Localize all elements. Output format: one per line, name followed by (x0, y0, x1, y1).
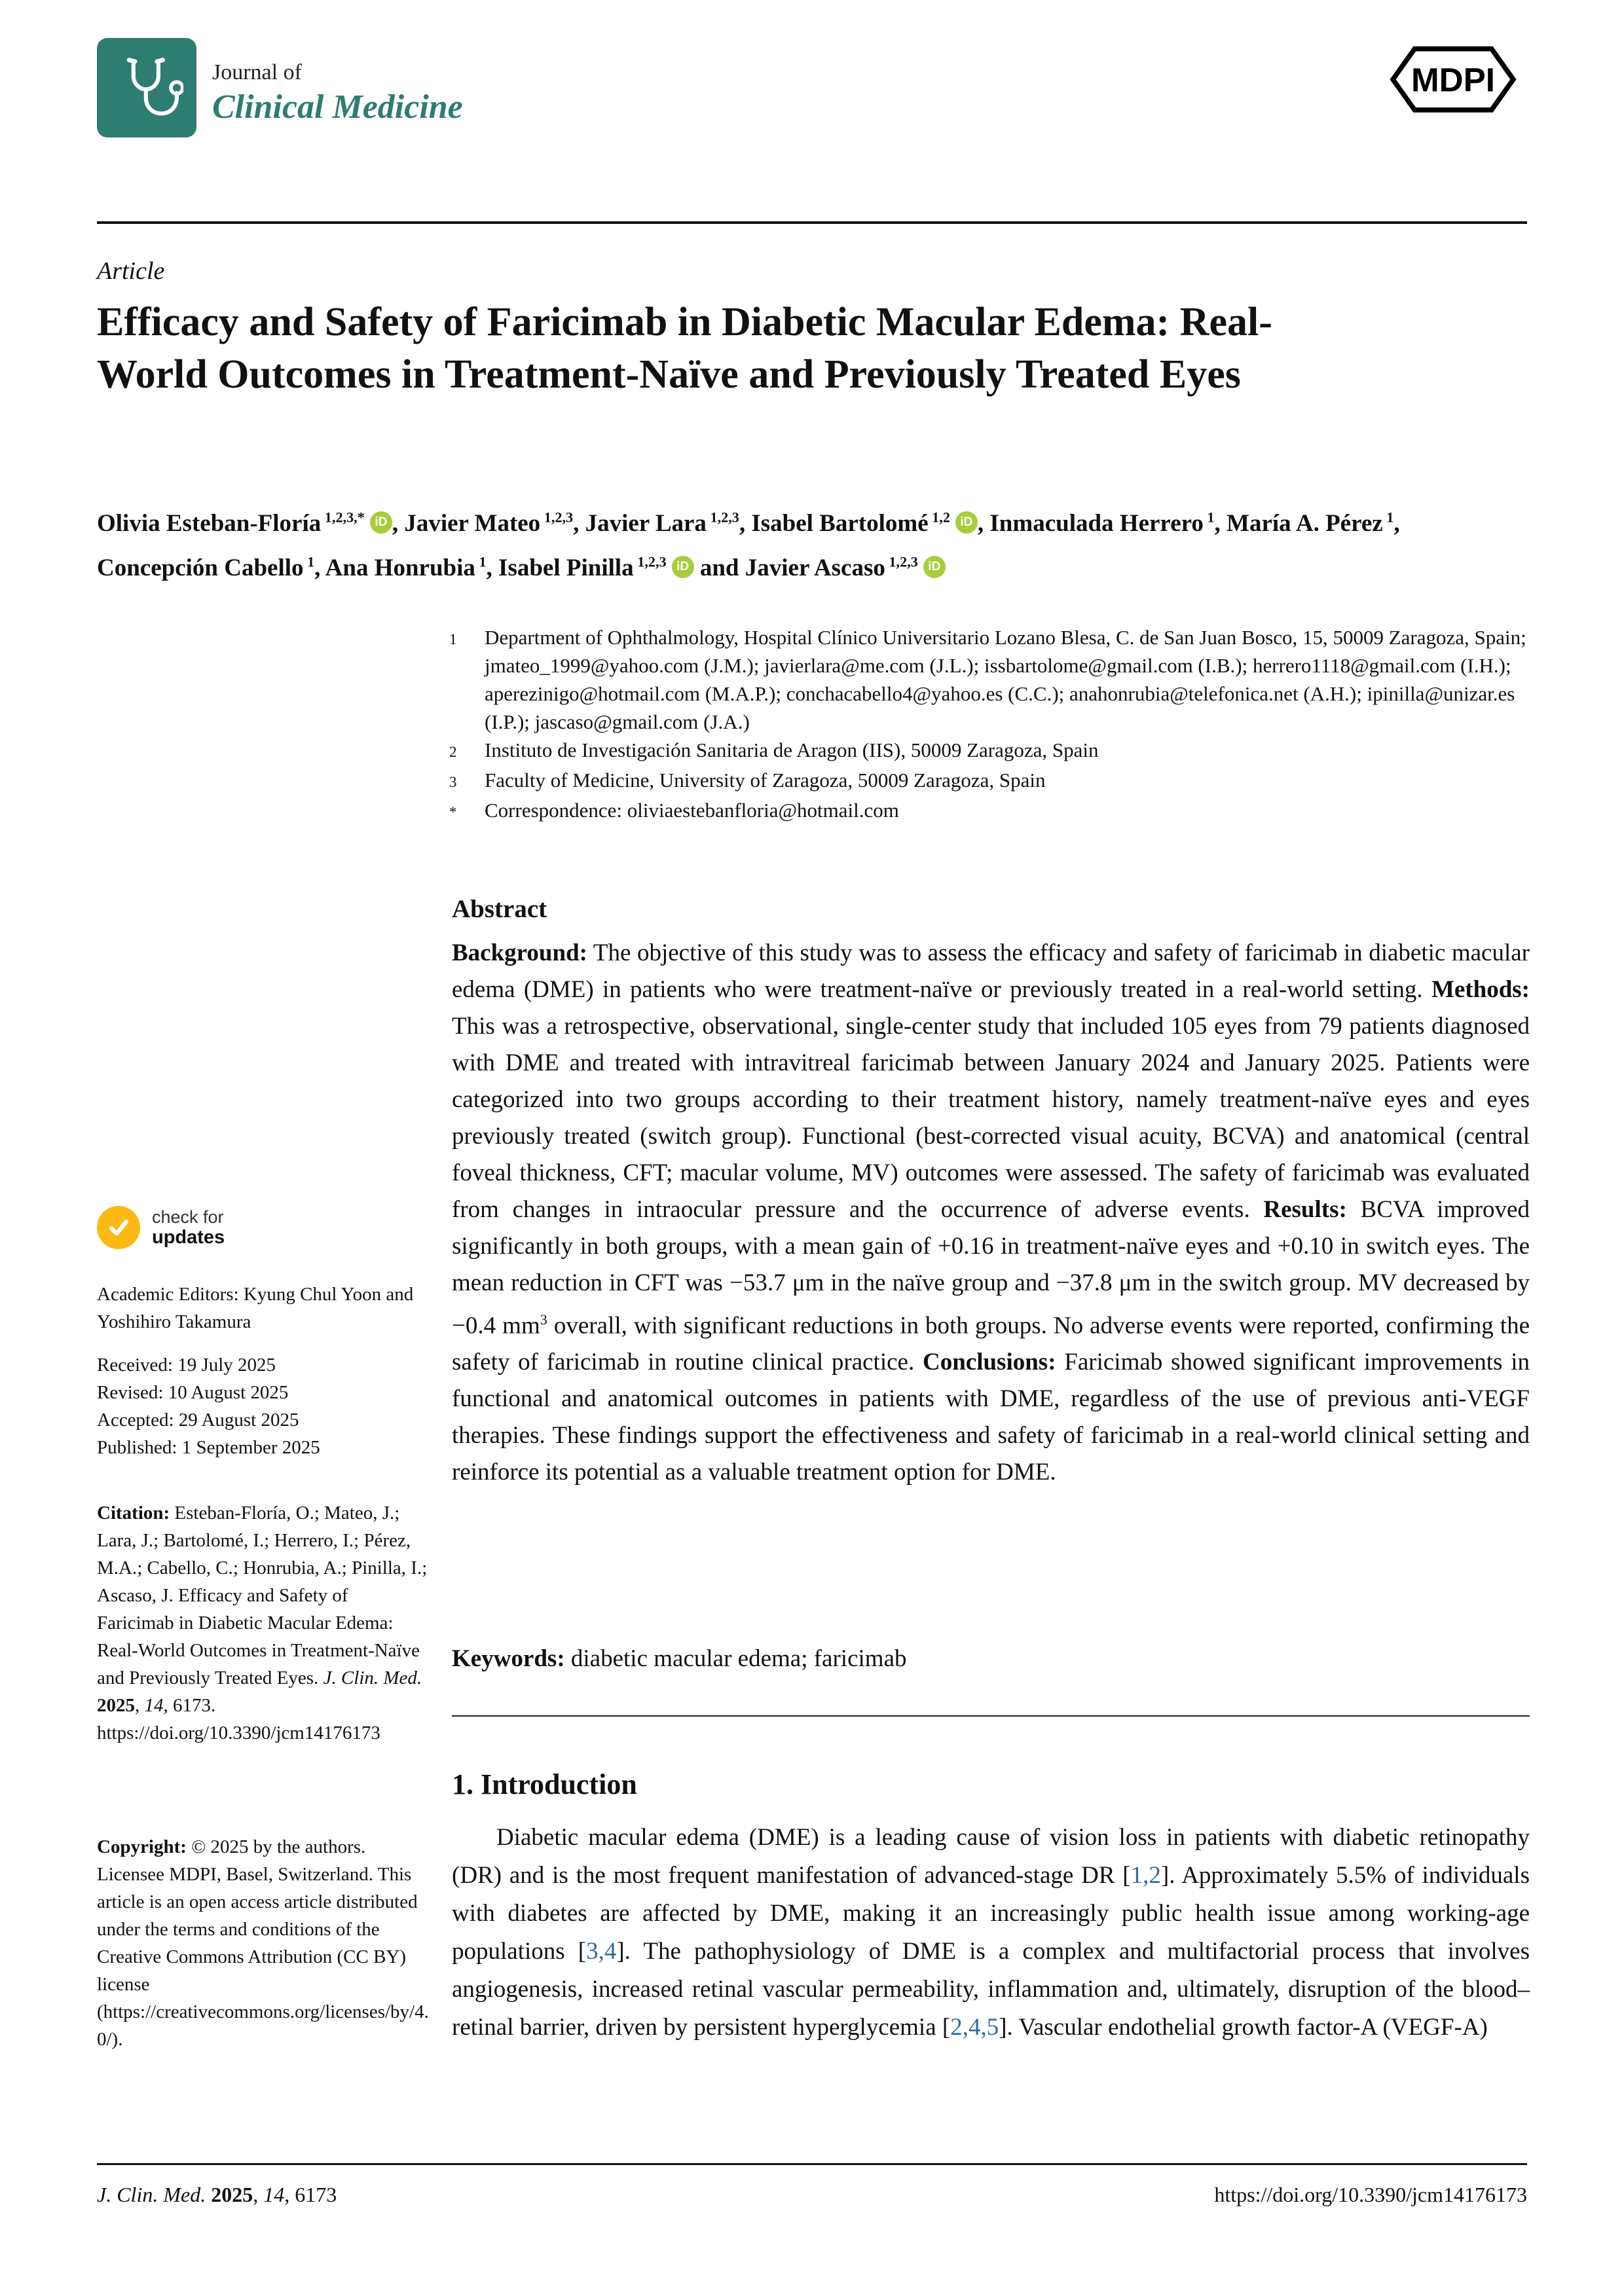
orcid-icon[interactable]: iD (370, 511, 392, 534)
author: Isabel Pinilla $^{1,2,3}$ iD and (498, 553, 745, 581)
orcid-icon[interactable]: iD (672, 556, 694, 578)
journal-prefix: Journal of (212, 60, 302, 84)
intro-text: ]. Vascular endothelial growth factor-A (VEGF-A) (999, 2014, 1488, 2041)
abstract-methods-label: Methods: (1431, 976, 1530, 1003)
abstract-paragraph (452, 935, 1530, 1491)
affiliation-row (449, 766, 1531, 796)
copyright-note (97, 1833, 430, 2053)
intro-text: ]. Approximately 5.5% of individuals with diabetes are affected by DME, making it an increasingly public health issue among working-age populations [ (452, 1862, 1530, 1965)
author: María A. Pérez $^1$, (1227, 509, 1400, 538)
author: Inmaculada Herrero $^1$, (989, 509, 1227, 538)
footer-volume: 14 (263, 2183, 285, 2206)
affiliation-number: 3 (449, 774, 457, 790)
stethoscope-icon (110, 50, 183, 126)
abstract-heading: Abstract (452, 895, 547, 923)
abstract-text: overall, with significant reductions in both groups. No adverse events were reported, confirming the safety of faricimab in routine clinical practice. (452, 1312, 1530, 1376)
journal-title: Clinical Medicine (212, 88, 463, 126)
citation-text: Esteban-Floría, O.; Mateo, J.; Lara, J.; Bartolomé, I.; Herrero, I.; Pérez, M.A.; Cabello, C.; Honrubia, A.; Pinilla, I.; Ascaso, J. Efficacy and Safety of Faricimab in Diabetic Macular Edema: Real-World Outcomes in Treatment-Naïve and Previously Treated Eyes. (97, 1503, 428, 1688)
citation-note (97, 1499, 430, 1747)
intro-paragraph (452, 1819, 1530, 2047)
affiliation-row (449, 796, 1531, 826)
author-list (97, 499, 1479, 587)
copyright-label: Copyright: (97, 1836, 187, 1857)
section-divider (452, 1715, 1530, 1717)
footer-journal: J. Clin. Med. (97, 2183, 212, 2206)
affiliation-text: Correspondence: oliviaestebanfloria@hotmail.com (485, 799, 899, 822)
intro-text: ]. The pathophysiology of DME is a complex and multifactorial process that involves angiogenesis, increased retinal vascular permeability, inflammation and, ultimately, disruption of the blood–retinal barrier, driven by persistent hyperglycemia [ (452, 1938, 1530, 2041)
check-for-updates-label: check for updates (152, 1207, 225, 1248)
journal-name (212, 60, 463, 126)
author: Javier Lara $^{1,2,3}$, (585, 509, 752, 538)
affiliation-text: Department of Ophthalmology, Hospital Clínico Universitario Lozano Blesa, C. de San Juan Bosco, 15, 50009 Zaragoza, Spain; jmateo_1999@yahoo.com (J.M.); javierlara@me.com (J.L.); issbartolome@gmail.com (I.B.); herrero1118@gmail.com (I.H.); aperezinigo@hotmail.com (M.A.P.); conchacabello4@yahoo.es (C.C.); anahonrubia@telefonica.net (A.H.); ipinilla@unizar.es (I.P.); jascaso@gmail.com (J.A.) (485, 626, 1526, 733)
citation-label: Citation: (97, 1503, 170, 1523)
abstract-conclusions-label: Conclusions: (922, 1349, 1056, 1376)
affiliation-number: 2 (449, 744, 457, 760)
affiliation-number: 1 (449, 631, 457, 647)
abstract-results-label: Results: (1263, 1196, 1347, 1223)
affiliation-text: Instituto de Investigación Sanitaria de Aragon (IIS), 50009 Zaragoza, Spain (485, 738, 1099, 761)
academic-editors-note: Academic Editors: Kyung Chul Yoon and Yoshihiro Takamura (97, 1284, 414, 1332)
citation-link[interactable]: 1,2 (1130, 1862, 1161, 1889)
affiliation-row (449, 623, 1531, 736)
check-for-updates-badge[interactable] (97, 1206, 430, 1249)
introduction-heading: 1. Introduction (452, 1768, 637, 1800)
citation-link[interactable]: 3,4 (586, 1938, 617, 1965)
citation-sep: , (135, 1695, 145, 1716)
page-title: Efficacy and Safety of Faricimab in Diabetic Macular Edema: Real-World Outcomes in Treatment-Naïve and Previously Treated Eyes (97, 300, 1272, 397)
published-date: Published: 1 September 2025 (97, 1437, 320, 1458)
orcid-icon[interactable]: iD (923, 556, 946, 578)
keywords-text: diabetic macular edema; faricimab (564, 1645, 907, 1672)
footer-article-number: , 6173 (284, 2183, 337, 2206)
citation-pages: , 6173. (163, 1695, 216, 1716)
citation-year: 2025 (97, 1695, 135, 1716)
footer-year: 2025 (211, 2183, 253, 2206)
affiliation-list (449, 623, 1531, 826)
author: Isabel Bartolomé $^{1,2}$ iD , (751, 509, 990, 538)
header-divider (97, 221, 1527, 224)
footer-doi-link[interactable]: https://doi.org/10.3390/jcm14176173 (1214, 2183, 1527, 2206)
revised-date: Revised: 10 August 2025 (97, 1382, 289, 1403)
abstract-text: This was a retrospective, observational, single-center study that included 105 eyes from 79 patients diagnosed with DME and treated with intravitreal faricimab between January 2024 and January 2025. Patients were categorized into two groups according to their treatment history, namely treatment-naïve eyes and eyes previously treated (switch group). Functional (best-corrected visual acuity, BCVA) and anatomical (central foveal thickness, CFT; macular volume, MV) outcomes were assessed. The safety of faricimab was evaluated from changes in intraocular pressure and the occurrence of adverse events. (452, 1013, 1530, 1223)
affiliation-row (449, 736, 1531, 766)
mdpi-logo-text: MDPI (1411, 61, 1496, 99)
crossmark-check-icon (97, 1206, 140, 1249)
intro-text: Diabetic macular edema (DME) is a leading cause of vision loss in patients with diabetic retinopathy (DR) and is the most frequent manifestation of advanced-stage DR [ (452, 1824, 1530, 1889)
footer-divider (97, 2163, 1527, 2165)
citation-volume: 14 (144, 1695, 164, 1716)
citation-journal: J. Clin. Med. (323, 1667, 422, 1688)
author: Olivia Esteban-Floría $^{1,2,3,*}$ iD , (97, 509, 405, 538)
affiliation-text: Faculty of Medicine, University of Zaragoza, 50009 Zaragoza, Spain (485, 769, 1046, 792)
abstract-background-label: Background: (452, 939, 587, 966)
article-type-label: Article (97, 257, 165, 285)
journal-logo[interactable] (97, 38, 196, 137)
affiliation-number: * (449, 804, 457, 820)
received-date: Received: 19 July 2025 (97, 1355, 276, 1376)
abstract-text: The objective of this study was to assess the efficacy and safety of faricimab in diabetic macular edema (DME) in patients who were treatment-naïve or previously treated in a real-world setting. (452, 939, 1530, 1003)
author: Ana Honrubia $^1$, (325, 553, 499, 581)
author: Javier Mateo $^{1,2,3}$, (404, 509, 585, 538)
keywords-line (452, 1645, 1530, 1673)
author: Javier Ascaso $^{1,2,3}$ iD (745, 555, 946, 581)
footer-sep: , (253, 2183, 264, 2206)
abstract-text: Faricimab showed significant improvements in functional and anatomical outcomes in patients with DME, regardless of the use of previous anti-VEGF therapies. These findings support the effectiveness and safety of faricimab in a real-world clinical setting and reinforce its potential as a valuable treatment option for DME. (452, 1349, 1530, 1486)
keywords-label: Keywords: (452, 1645, 565, 1672)
citation-doi-link[interactable]: https://doi.org/10.3390/jcm14176173 (97, 1722, 380, 1743)
abstract-text: BCVA improved significantly in both groups, with a mean gain of +0.16 in treatment-naïve eyes and +0.10 in switch eyes. The mean reduction in CFT was −53.7 μm in the naïve group and −37.8 μm in the switch group. MV decreased by −0.4 mm (452, 1196, 1530, 1339)
superscript: 3 (540, 1311, 547, 1328)
mdpi-logo[interactable] (1379, 42, 1527, 120)
author: Concepción Cabello $^1$, (97, 553, 325, 581)
accepted-date: Accepted: 29 August 2025 (97, 1410, 299, 1430)
copyright-text: © 2025 by the authors. Licensee MDPI, Basel, Switzerland. This article is an open access article distributed under the terms and conditions of the Creative Commons Attribution (CC BY) license (https://creativecommons.org/licenses/by/4.0/). (97, 1836, 429, 2050)
history-dates (97, 1351, 430, 1461)
orcid-icon[interactable]: iD (955, 511, 978, 534)
citation-link[interactable]: 2,4,5 (950, 2014, 999, 2041)
